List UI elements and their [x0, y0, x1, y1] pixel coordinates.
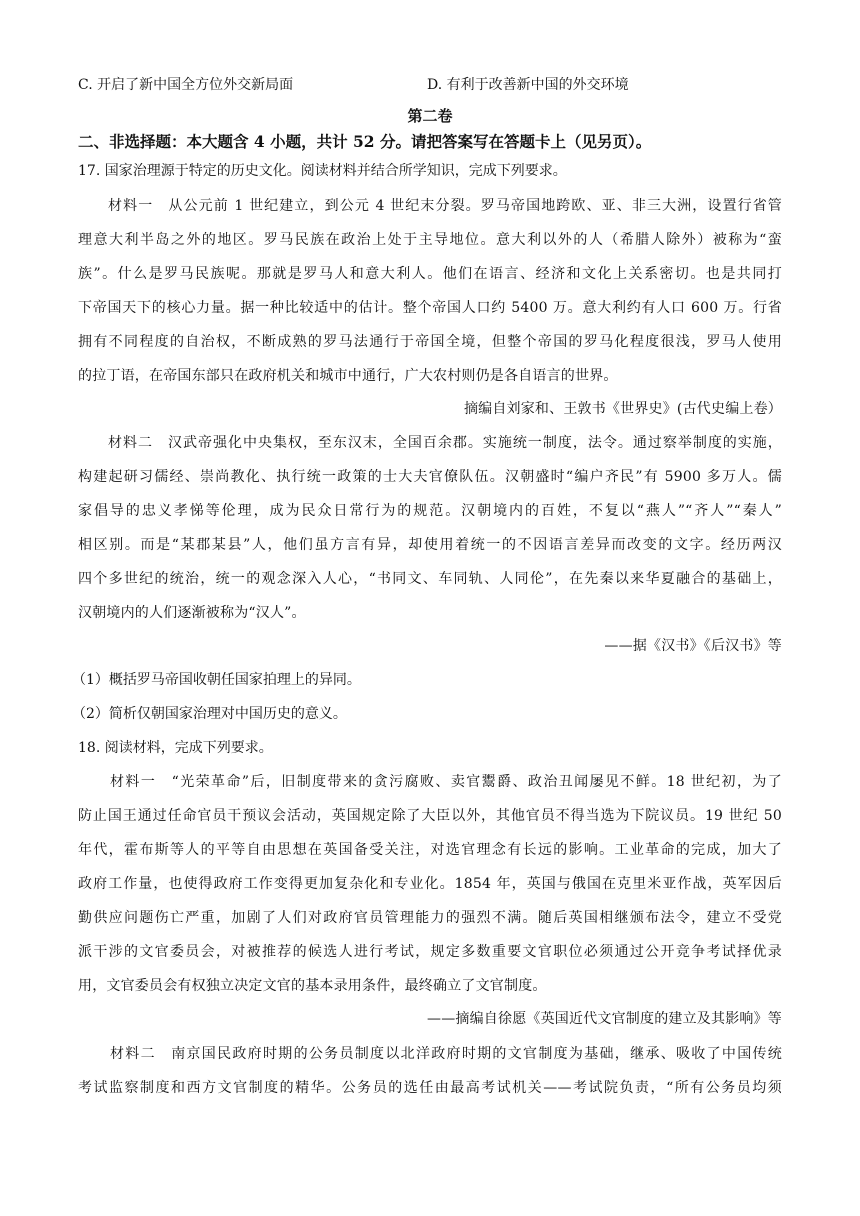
- q17-subquestion-1: （1）概括罗马帝国收朝任国家拍理上的异同。: [72, 672, 361, 688]
- q17-material1-line: 材料一 从公元前 1 世纪建立，到公元 4 世纪末分裂。罗马帝国地跨欧、亚、非三大洲，设置行省管: [108, 198, 782, 214]
- q18-material1-line: 防止国王通过任命官员干预议会活动，英国规定除了大臣以外，其他官员不得当选为下院议员。19 世纪 50: [78, 808, 782, 824]
- q18-material1-line: 勤供应问题伤亡严重，加剧了人们对政府官员管理能力的强烈不满。随后英国相继颁布法令，建立不受党: [78, 910, 782, 926]
- question-17-stem: 17. 国家治理源于特定的历史文化。阅读材料并结合所学知识，完成下列要求。: [78, 163, 567, 179]
- q17-material2-source: ——据《汉书》《后汉书》等: [604, 638, 782, 654]
- q18-material2-line: 考试监察制度和西方文官制度的精华。公务员的选任由最高考试机关——考试院负责，“所有公务员均须: [78, 1080, 782, 1096]
- q17-material2-line: 构建起研习儒经、崇尚教化、执行统一政策的士大夫官僚队伍。汉朝盛时“编户齐民”有 5900 多万人。儒: [78, 469, 782, 485]
- q17-material2-line: 材料二 汉武帝强化中央集权，至东汉末，全国百余郡。实施统一制度，法令。通过察举制度的实施，: [108, 435, 782, 451]
- q18-material1-line: 材料一 “光荣革命”后，旧制度带来的贪污腐败、卖官鬻爵、政治丑闻屡见不鲜。18 世纪初，为了: [110, 774, 782, 790]
- q17-material1-line: 的拉丁语，在帝国东部只在政府机关和城市中通行，广大农村则仍是各自语言的世界。: [78, 368, 618, 384]
- q17-material2-line: 汉朝境内的人们逐渐被称为“汉人”。: [78, 605, 306, 621]
- q17-material2-line: 四个多世纪的统治，统一的观念深入人心，“书同文、车同轨、人同伦”，在先秦以来华夏融合的基础上，: [78, 571, 782, 587]
- q18-material2-line: 材料二 南京国民政府时期的公务员制度以北洋政府时期的文官制度为基础，继承、吸收了中国传统: [110, 1046, 782, 1062]
- q17-material2-line: 相区别。而是“某郡某县”人，他们虽方言有异，却使用着统一的不因语言差异而改变的文字。经历两汉: [78, 537, 782, 553]
- q18-material1-line: 政府工作量，也使得政府工作变得更加复杂化和专业化。1854 年，英国与俄国在克里米亚作战，英军因后: [78, 876, 782, 892]
- q18-material1-line: 年代，霍布斯等人的平等自由思想在英国备受关注，对选官理念有长远的影响。工业革命的完成，加大了: [78, 842, 782, 858]
- q17-material2-line: 家倡导的忠义孝悌等伦理，成为民众日常行为的规范。汉朝境内的百姓，不复以“燕人”“齐人”“秦人”: [78, 503, 782, 519]
- section-header: 二、非选择题：本大题含 4 小题，共计 52 分。请把答案写在答题卡上（见另页）。: [78, 132, 652, 151]
- q17-material1-line: 理意大利半岛之外的地区。罗马民族在政治上处于主导地位。意大利以外的人（希腊人除外）被称为“蛮: [78, 232, 782, 248]
- q17-material1-line: 族”。什么是罗马民族呢。那就是罗马人和意大利人。他们在语言、经济和文化上关系密切。也是共同打: [78, 266, 782, 282]
- q18-material1-line: 用，文官委员会有权独立决定文官的基本录用条件，最终确立了文官制度。: [78, 978, 547, 994]
- option-c: C. 开启了新中国全方位外交新局面: [78, 77, 294, 93]
- q18-material1-line: 派干涉的文官委员会，对被推荐的候选人进行考试，规定多数重要文官职位必须通过公开竞争考试择优录: [78, 944, 782, 960]
- q17-material1-line: 下帝国天下的核心力量。据一种比较适中的估计。整个帝国人口约 5400 万。意大利约有人口 600 万。行省: [78, 300, 782, 316]
- q17-material1-line: 拥有不同程度的自治权，不断成熟的罗马法通行于帝国全境，但整个帝国的罗马化程度很浅，罗马人使用: [78, 334, 782, 350]
- q18-material1-source: ——摘编自徐愿《英国近代文官制度的建立及其影响》等: [427, 1011, 782, 1027]
- volume-title: 第二卷: [407, 107, 453, 125]
- option-d: D. 有利于改善新中国的外交环境: [427, 77, 629, 93]
- question-18-stem: 18. 阅读材料，完成下列要求。: [78, 740, 273, 756]
- q17-subquestion-2: （2）简析仅朝国家治理对中国历史的意义。: [72, 706, 347, 722]
- q17-material1-source: 摘编自刘家和、王敦书《世界史》(古代史编上卷）: [463, 401, 782, 417]
